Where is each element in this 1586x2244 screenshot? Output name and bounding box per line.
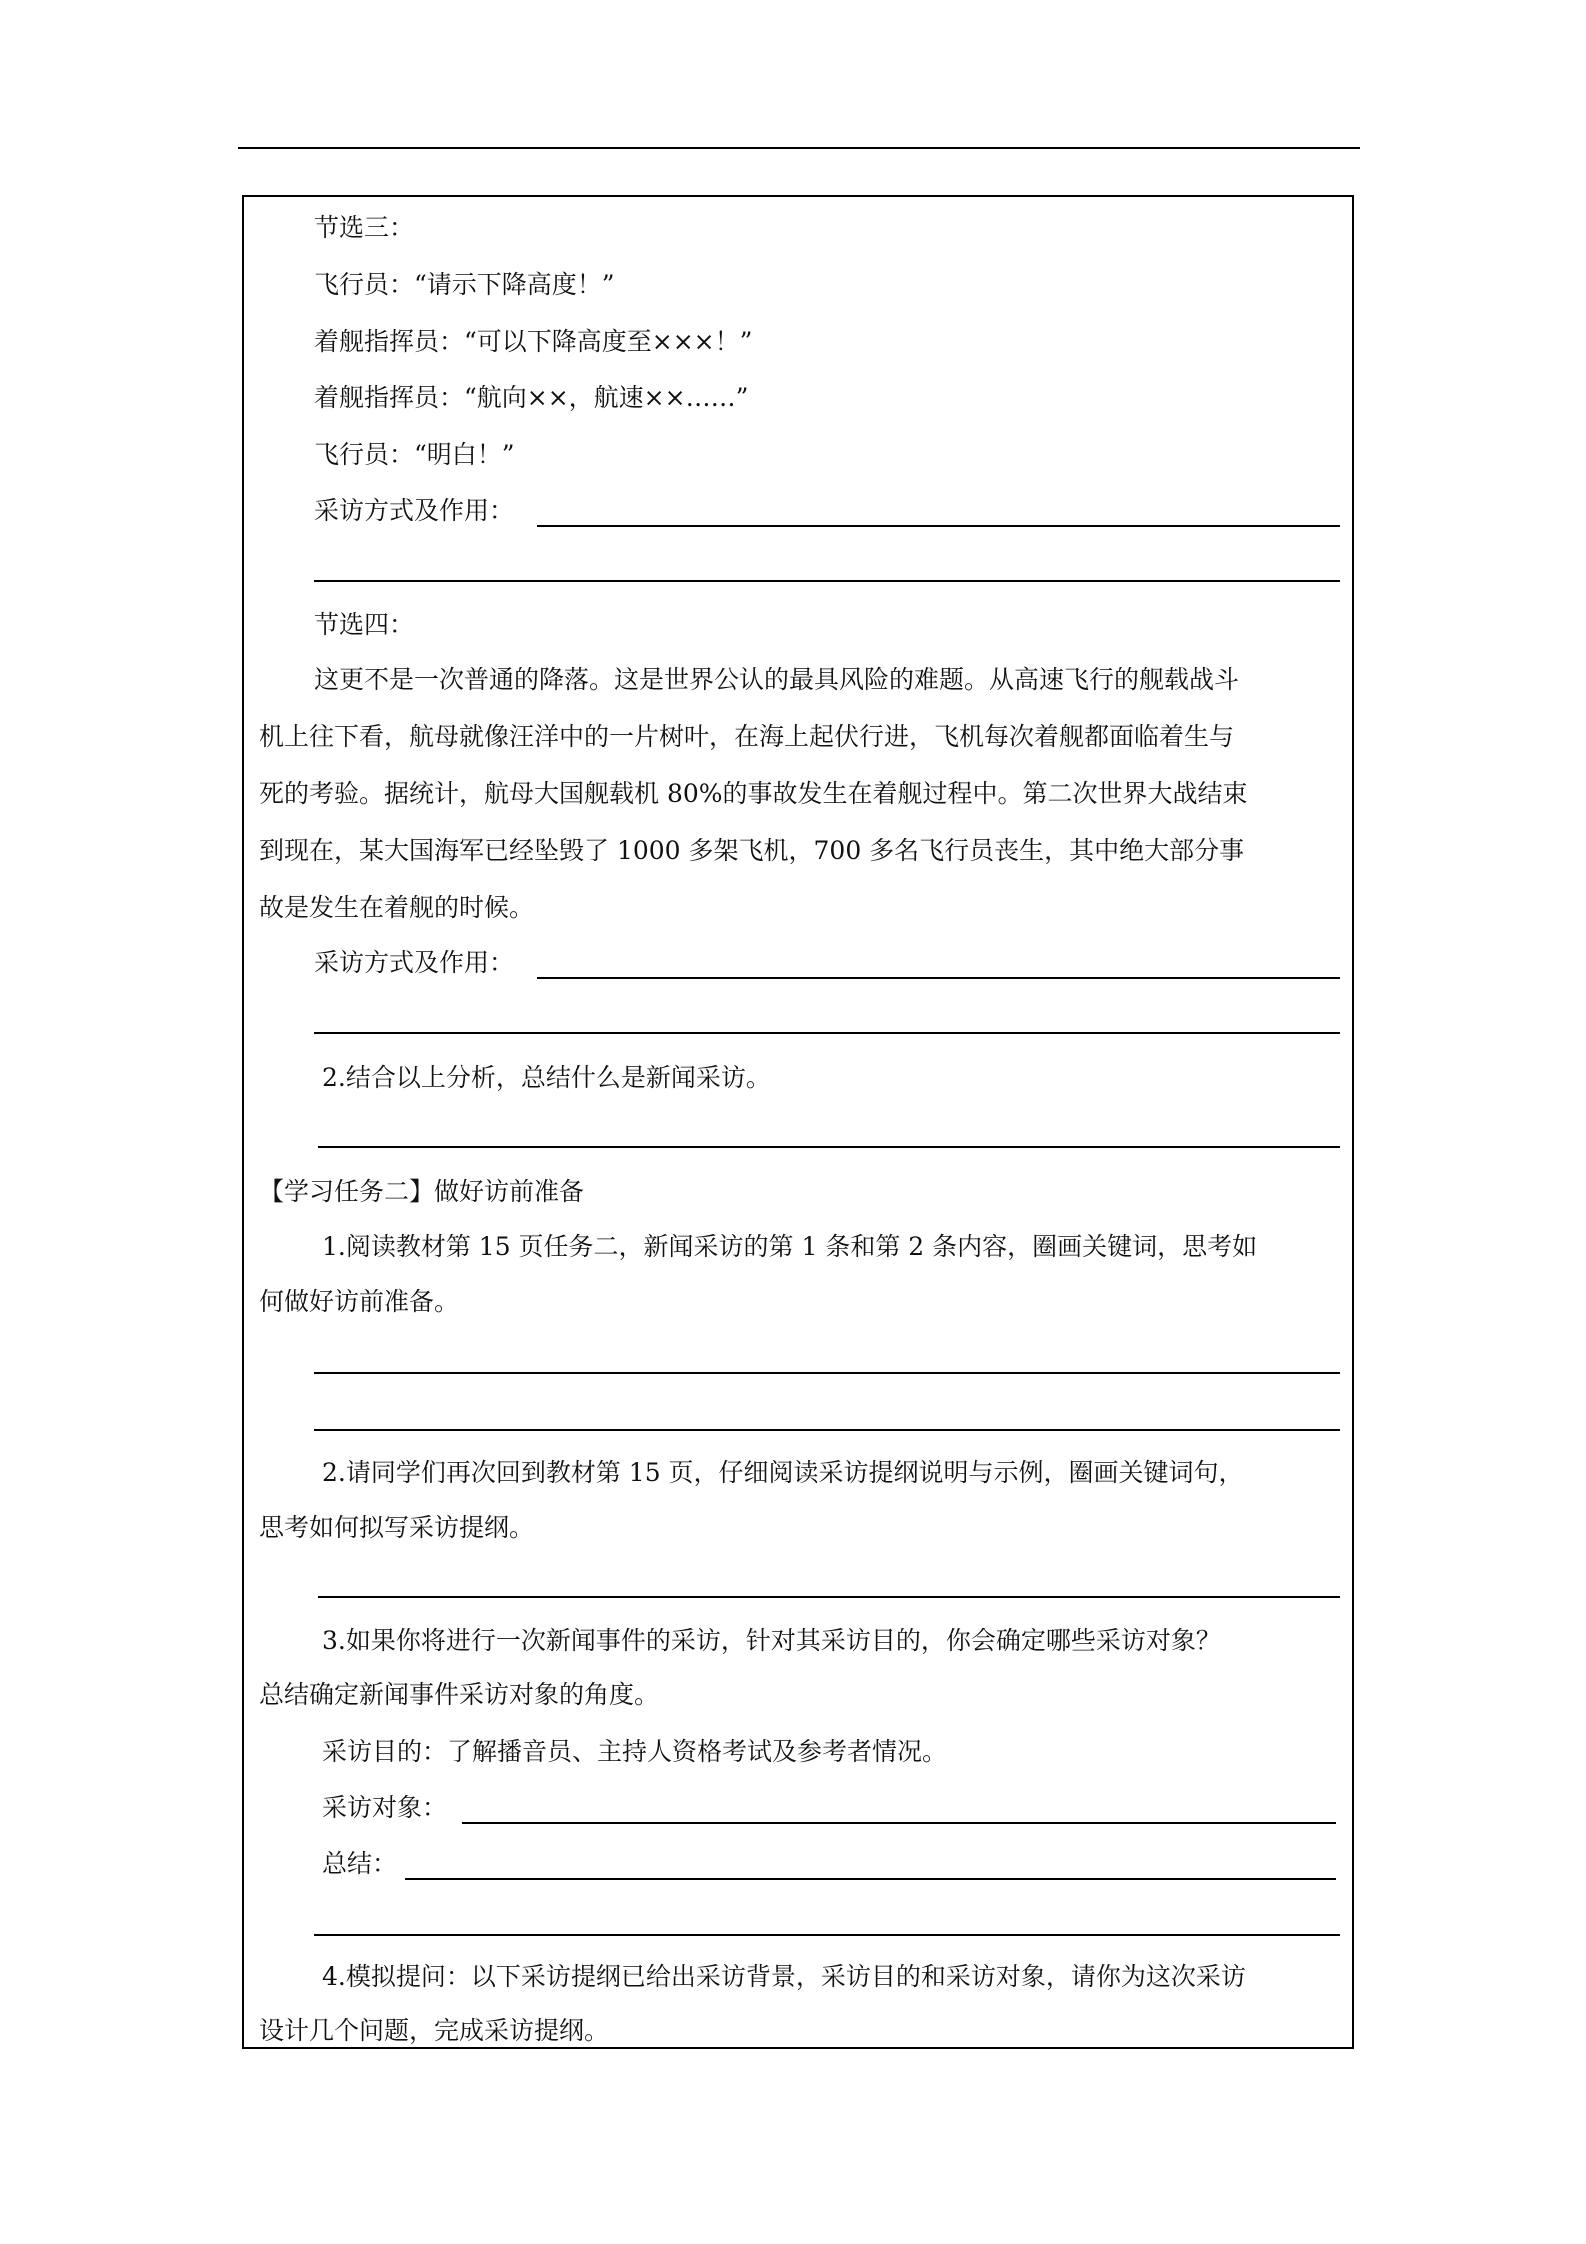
summary-label: 总结： [322,1849,398,1878]
paragraph-line: 到现在，某大国海军已经坠毁了 1000 多架飞机，700 多名飞行员丧生，其中绝大部分事 [259,836,1245,865]
answer-blank[interactable] [314,1372,1340,1374]
answer-blank[interactable] [318,1146,1340,1148]
excerpt4-title: 节选四： [314,610,415,639]
question-line: 设计几个问题，完成采访提纲。 [259,2016,610,2045]
answer-label: 采访方式及作用： [314,948,515,977]
dialogue-line: 飞行员：“请示下降高度！” [314,270,615,299]
summary-question: 2.结合以上分析，总结什么是新闻采访。 [322,1063,771,1092]
paragraph-line: 这更不是一次普通的降落。这是世界公认的最具风险的难题。从高速飞行的舰载战斗 [314,665,1240,694]
paragraph-line: 故是发生在着舰的时候。 [259,893,535,922]
paragraph-line: 机上往下看，航母就像汪洋中的一片树叶，在海上起伏行进，飞机每次着舰都面临着生与 [259,722,1235,751]
dialogue-line: 着舰指挥员：“航向××，航速××……” [314,383,749,412]
question-line: 3.如果你将进行一次新闻事件的采访，针对其采访目的，你会确定哪些采访对象？ [322,1626,1221,1655]
answer-blank[interactable] [314,1032,1340,1034]
question-line: 2.请同学们再次回到教材第 15 页，仔细阅读采访提纲说明与示例，圈画关键词句， [322,1458,1244,1487]
object-blank[interactable] [462,1822,1336,1824]
paragraph-line: 死的考验。据统计，航母大国舰载机 80%的事故发生在着舰过程中。第二次世界大战结束 [259,779,1248,808]
question-line: 思考如何拟写采访提纲。 [259,1513,535,1542]
task2-heading: 【学习任务二】做好访前准备 [259,1177,585,1206]
content-frame [242,195,1354,2049]
question-line: 4.模拟提问：以下采访提纲已给出采访背景，采访目的和采访对象，请你为这次采访 [322,1962,1246,1991]
answer-blank[interactable] [318,1596,1340,1598]
dialogue-line: 着舰指挥员：“可以下降高度至×××！” [314,327,753,356]
answer-blank[interactable] [314,1934,1340,1936]
purpose-text: 采访目的：了解播音员、主持人资格考试及参考者情况。 [322,1737,948,1766]
object-label: 采访对象： [322,1793,448,1822]
header-rule [238,147,1360,149]
answer-blank[interactable] [314,1429,1340,1431]
question-line: 何做好访前准备。 [259,1287,460,1316]
dialogue-line: 飞行员：“明白！” [314,440,515,469]
excerpt3-title: 节选三： [314,213,415,242]
answer-label: 采访方式及作用： [314,496,515,525]
question-line: 总结确定新闻事件采访对象的角度。 [259,1680,660,1709]
answer-blank[interactable] [314,580,1340,582]
answer-blank[interactable] [537,525,1340,527]
question-line: 1.阅读教材第 15 页任务二，新闻采访的第 1 条和第 2 条内容，圈画关键词，思考如 [322,1232,1258,1261]
summary-blank[interactable] [405,1878,1336,1880]
answer-blank[interactable] [537,977,1340,979]
